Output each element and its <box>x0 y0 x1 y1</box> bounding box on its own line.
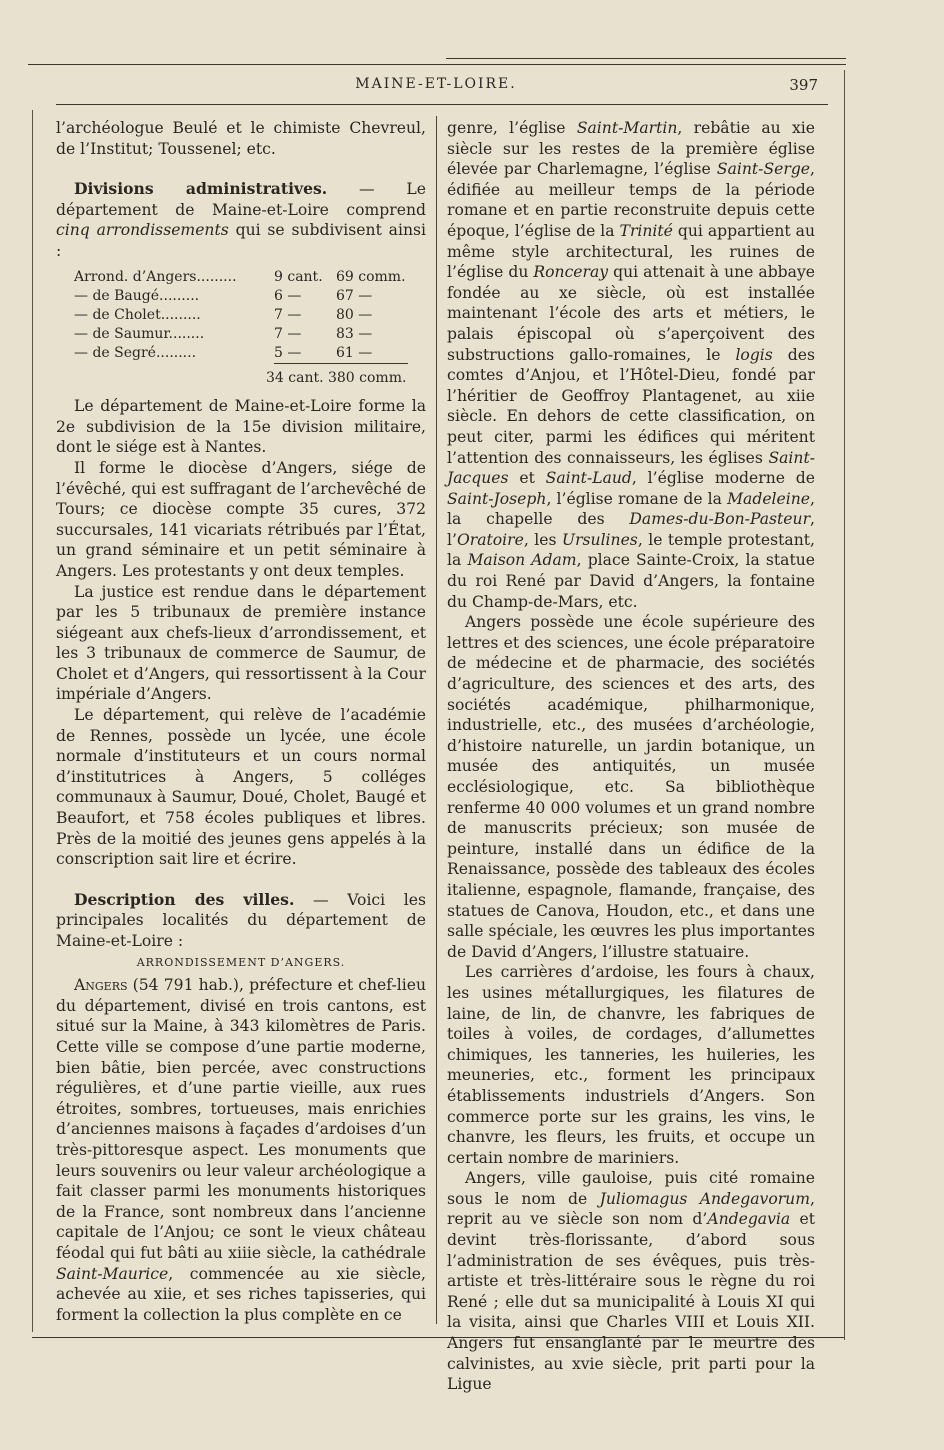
paragraph-villes: Description des villes. — Voici les principales localités du département de Maine-et-Loire : <box>56 889 426 950</box>
paragraph-history: Angers, ville gauloise, puis cité romaine sous le nom de Juliomagus Andegavorum, reprit au ve siècle son nom d’Andegavia et devint très-florissante, d’abord sous l’administration de ses évêques, puis très-artiste et très-littéraire sous le règne du roi René ; elle dut sa municipalité à Louis XI qui la visita, ainsi que Charles VIII et Louis XII. Angers fut ensanglanté par le meurtre des calvinistes, au xvie siècle, prit parti pour la Ligue <box>447 1169 815 1394</box>
running-title: MAINE-ET-LOIRE. <box>355 76 517 92</box>
top-rule <box>28 64 846 65</box>
page-number: 397 <box>789 76 818 94</box>
table-row: — de Baugé......... 6 — 67 — <box>74 287 373 304</box>
paragraph-industry: Les carrières d’ardoise, les fours à chaux, les usines métallurgiques, les filatures de laine, de lin, de chanvre, les fabriques de toiles à voiles, de cordages, d’allumettes chimiques, les tanneries, les huileries, les meuneries, etc., forment les principaux établissements industriels d’Angers. Son commerce porte sur les grains, les vins, le chanvre, les fleurs, les fruits, et occupe un certain nombre de mariniers. <box>447 963 815 1167</box>
paragraph-diocese: Il forme le diocèse d’Angers, siége de l’évêché, qui est suffragant de l’archevêché de Tours; ce diocèse compte 35 cures, 372 succursales, 141 vicariats rétribués par l’État, un grand séminaire et un petit séminaire à Angers. Les protestants y ont deux temples. <box>56 458 426 580</box>
left-column <box>56 118 426 1325</box>
subheading-arrondissement: ARRONDISSEMENT D’ANGERS. <box>136 955 346 969</box>
paragraph-monuments: genre, l’église Saint-Martin, rebâtie au xie siècle sur les restes de la première église élevée par Charlemagne, l’église Saint-Serge, édifiée au meilleur temps de la période romane et en partie reconstruite depuis cette époque, l’église de la Trinité qui appartient au même style architectural, les ruines de l’église du Ronceray qui attenait à une abbaye fondée au xe siècle, où est installée maintenant l’école des arts et métiers, le palais épiscopal où s’aperçoivent des substructions gallo-romaines, le logis des comtes d’Anjou, et l’Hôtel-Dieu, fondé par l’héritier de Geoffroy Plantagenet, au xiie siècle. En dehors de cette classification, on peut citer, parmi les édifices qui méritent l’attention des connaisseurs, les églises Saint-Jacques et Saint-Laud, l’église moderne de Saint-Joseph, l’église romane de la Madeleine, la chapelle des Dames-du-Bon-Pasteur, l’Oratoire, les Ursulines, le temple protestant, la Maison Adam, place Sainte-Croix, la statue du roi René par David d’Angers, la fontaine du Champ-de-Mars, etc. <box>447 119 816 611</box>
header-rule <box>56 104 828 105</box>
paragraph-angers: Angers (54 791 hab.), préfecture et chef-lieu du département, divisé en trois cantons, est situé sur la Maine, à 343 kilomètres de Paris. Cette ville se compose d’une partie moderne, bien bâtie, bien percée, avec constructions régulières, et d’une partie vieille, aux rues étroites, sombres, tortueuses, mais enrichies d’anciennes maisons à façades d’ardoises d’un très-pittoresque aspect. Les monuments que leurs souvenirs ou leur valeur archéologique a fait classer parmi les monuments historiques de la France, sont nombreux dans l’ancienne capitale de l’Anjou; ce sont le vieux château féodal qui fut bâti au xiiie siècle, la cathédrale Saint-Maurice, commencée au xie siècle, achevée au xiie, et ses riches tapisseries, qui forment la collection la plus complète en ce <box>56 976 426 1324</box>
heading-villes: Description des villes. <box>74 889 295 909</box>
paragraph-education: Le département, qui relève de l’académie de Rennes, possède un lycée, une école normale d’instituteurs et un cours normal d’institutrices à Angers, 5 colléges communaux à Saumur, Doué, Cholet, Baugé et Beaufort, et 758 écoles publiques et libres. Près de la moitié des jeunes gens appelés à la conscription sait lire et écrire. <box>56 706 426 869</box>
page-header <box>30 76 842 98</box>
table-row: Arrond. d’Angers......... 9 cant. 69 comm. <box>74 268 406 285</box>
paragraph-justice: La justice est rendue dans le département par les 5 tribunaux de première instance siégeant aux chefs-lieux d’arrondissement, et les 3 tribunaux de commerce de Saumur, de Cholet et d’Angers, qui ressortissent à la Cour impériale d’Angers. <box>56 582 426 704</box>
table-row: — de Saumur........ 7 — 83 — <box>74 325 373 342</box>
paragraph-military: Le département de Maine-et-Loire forme la 2e subdivision de la 15e division militaire, dont le siége est à Nantes. <box>56 397 426 457</box>
paragraph-contributors: l’archéologue Beulé et le chimiste Chevreul, de l’Institut; Toussenel; etc. <box>56 119 426 158</box>
arrondissements-total: 34 cant. 380 comm. <box>266 369 407 386</box>
total-rule <box>274 363 336 364</box>
right-column <box>447 118 815 1395</box>
column-divider <box>436 116 437 1324</box>
table-row: — de Segré......... 5 — 61 — <box>74 344 373 361</box>
arrondissements-table <box>74 268 408 364</box>
right-frame-line <box>844 70 845 1340</box>
angers-name: Angers <box>74 976 128 995</box>
paragraph-divisions: Divisions administratives. — Le département de Maine-et-Loire comprend cinq arrondissements qui se subdivisent ainsi : <box>56 179 426 260</box>
left-frame-line <box>32 110 33 1332</box>
heading-divisions: Divisions administratives. <box>74 179 328 199</box>
table-row: — de Cholet......... 7 — 80 — <box>74 306 373 323</box>
total-rule <box>336 363 408 364</box>
top-rule-short <box>446 58 846 59</box>
paragraph-institutions: Angers possède une école supérieure des lettres et des sciences, une école préparatoire de médecine et de pharmacie, des sociétés d’agriculture, des sciences et des arts, des sociétés académique, philharmonique, industrielle, etc., des musées d’archéologie, d’histoire naturelle, un jardin botanique, un musée des antiquités, un musée ecclésiologique, etc. Sa bibliothèque renferme 40 000 volumes et un grand nombre de manuscrits précieux; son musée de peinture, installé dans un édifice de la Renaissance, possède des tableaux des écoles italienne, espagnole, flamande, française, des statues de Canova, Houdon, etc., et dans une salle spéciale, les œuvres les plus importantes de David d’Angers, l’illustre statuaire. <box>447 613 815 961</box>
